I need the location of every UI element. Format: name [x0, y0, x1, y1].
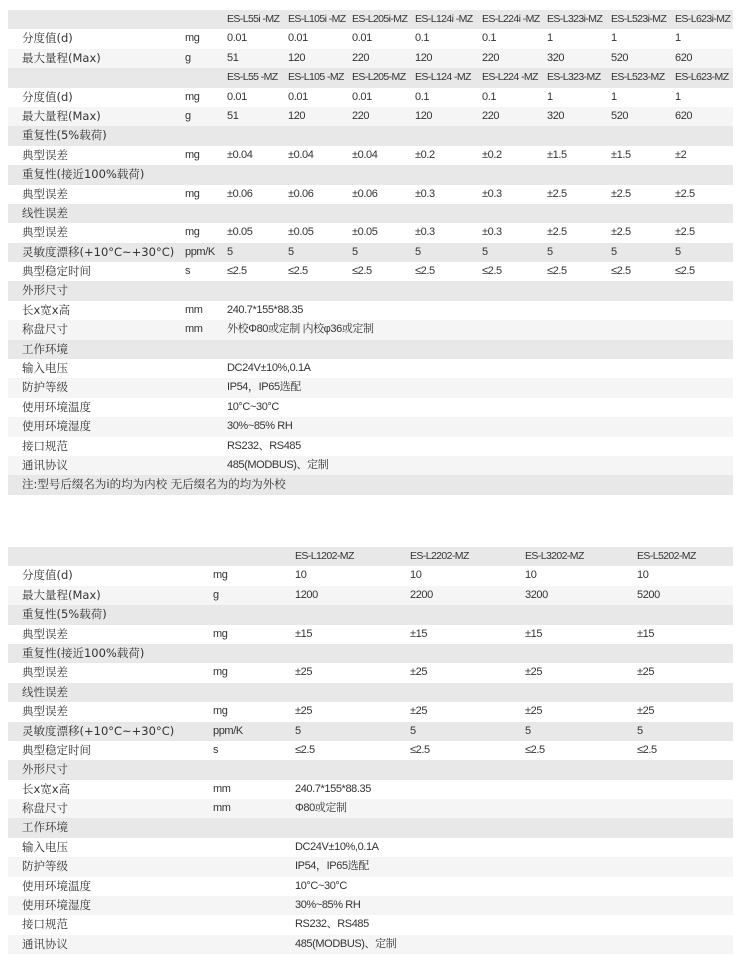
- model-name: ES-L205i-MZ: [352, 13, 408, 25]
- footnote: 注:型号后缀名为i的均为内校 无后缀名为的均为外校: [22, 477, 286, 492]
- row-unit: mg: [213, 569, 228, 582]
- spec-value: 0.1: [415, 90, 430, 103]
- spec-value: ±2.5: [547, 187, 567, 200]
- row-label: 典型误差: [22, 626, 68, 641]
- table-row: [8, 185, 733, 204]
- model-name: ES-L55 -MZ: [227, 71, 278, 84]
- table-row: [8, 107, 733, 126]
- spec-value: 0.01: [227, 32, 247, 45]
- row-label: 称盘尺寸: [22, 322, 68, 337]
- table-row: [8, 359, 733, 378]
- spec-value: 120: [415, 109, 433, 122]
- row-label: 灵敏度漂移(+10°C~+30°C): [22, 244, 175, 259]
- spec-value: 485(MODBUS)、定制: [295, 937, 397, 950]
- spec-value: 0.01: [227, 90, 247, 103]
- row-unit: mm: [213, 782, 231, 795]
- spec-value: 620: [675, 51, 693, 64]
- section-row: [8, 644, 733, 663]
- table-row: [8, 896, 733, 915]
- spec-value: 1200: [295, 588, 318, 601]
- table-row: [8, 398, 733, 417]
- spec-value: 5: [675, 245, 681, 258]
- row-unit: g: [213, 588, 219, 601]
- spec-value: ±0.2: [482, 148, 502, 161]
- table-row: [8, 586, 733, 605]
- model-name: ES-L5202-MZ: [637, 550, 696, 562]
- row-label: 外形尺寸: [22, 283, 68, 298]
- spec-value: 10: [410, 569, 422, 582]
- spec-value: ±0.05: [288, 226, 314, 239]
- spec-value: 1: [611, 90, 617, 103]
- spec-value: ≤2.5: [675, 265, 695, 278]
- spec-value: ±0.3: [482, 226, 502, 239]
- spec-value: ±2.5: [675, 226, 695, 239]
- spec-value: 485(MODBUS)、定制: [227, 458, 329, 471]
- spec-value: ≤2.5: [482, 265, 502, 278]
- row-label: 重复性(5%载荷): [22, 128, 107, 143]
- table-row: [8, 437, 733, 456]
- spec-value: 5: [611, 245, 617, 258]
- row-unit: mg: [185, 148, 200, 161]
- model-name: ES-L55i -MZ: [227, 13, 280, 25]
- row-label: 通讯协议: [22, 457, 68, 472]
- spec-value: ±2.5: [547, 226, 567, 239]
- row-unit: mm: [185, 323, 203, 336]
- spec-value: 120: [288, 51, 306, 64]
- model-name: ES-L323i-MZ: [547, 13, 603, 25]
- row-label: 输入电压: [22, 839, 68, 854]
- model-name: ES-L623-MZ: [675, 71, 729, 84]
- spec-value: 10°C~30°C: [295, 879, 347, 892]
- row-label: 使用环境温度: [22, 399, 91, 414]
- row-label: 最大量程(Max): [22, 108, 101, 123]
- spec-value: ±0.05: [352, 226, 378, 239]
- spec-value: ±25: [410, 666, 428, 679]
- row-label: 防护等级: [22, 859, 68, 874]
- table-row: [8, 49, 733, 68]
- spec-value: IP54，IP65选配: [295, 860, 369, 873]
- model-name: ES-L224i -MZ: [482, 13, 540, 25]
- spec-value: 220: [352, 51, 370, 64]
- table-row: [8, 417, 733, 436]
- spec-value: ±0.3: [415, 226, 435, 239]
- spec-value: 10°C~30°C: [227, 400, 279, 413]
- spec-value: ±2.5: [611, 187, 631, 200]
- spec-value: 1: [675, 32, 681, 45]
- spec-value: ±0.3: [415, 187, 435, 200]
- row-label: 典型稳定时间: [22, 742, 91, 757]
- row-label: 工作环境: [22, 820, 68, 835]
- spec-value: 240.7*155*88.35: [295, 782, 371, 795]
- row-label: 线性误差: [22, 205, 68, 220]
- spec-value: 0.1: [415, 32, 430, 45]
- spec-value: ±25: [637, 705, 655, 718]
- spec-value: ±0.06: [352, 187, 378, 200]
- spec-value: 30%~85% RH: [295, 899, 361, 912]
- table-row: [8, 29, 733, 48]
- section-row: [8, 683, 733, 702]
- spec-value: ±15: [637, 627, 655, 640]
- section-row: [8, 243, 733, 262]
- section-row: [8, 605, 733, 624]
- spec-value: ±25: [525, 705, 543, 718]
- row-unit: mg: [185, 226, 200, 239]
- spec-value: 1: [547, 32, 553, 45]
- table-row: [8, 702, 733, 721]
- model-name: ES-L205-MZ: [352, 71, 406, 84]
- spec-value: ±0.05: [227, 226, 253, 239]
- model-name: ES-L3202-MZ: [525, 550, 584, 562]
- row-label: 重复性(接近100%载荷): [22, 167, 145, 182]
- spec-value: ±1.5: [547, 148, 567, 161]
- row-unit: s: [213, 743, 219, 756]
- spec-value: ±2.5: [611, 226, 631, 239]
- spec-table-2: [8, 547, 733, 954]
- spec-value: ±2: [675, 148, 687, 161]
- spec-value: 220: [352, 109, 370, 122]
- spec-value: ≤2.5: [611, 265, 631, 278]
- model-name: ES-L105i -MZ: [288, 13, 346, 25]
- spec-value: Φ80或定制: [295, 802, 347, 815]
- row-unit: g: [185, 109, 191, 122]
- row-unit: mg: [185, 187, 200, 200]
- spec-value: ±15: [410, 627, 428, 640]
- spec-value: ±25: [637, 666, 655, 679]
- model-name: ES-L623i-MZ: [675, 13, 731, 25]
- spec-value: DC24V±10%,0.1A: [295, 840, 379, 853]
- spec-value: 240.7*155*88.35: [227, 303, 303, 316]
- model-name: ES-L523-MZ: [611, 71, 665, 84]
- spec-value: 10: [525, 569, 537, 582]
- spec-value: ≤2.5: [637, 743, 657, 756]
- row-unit: mg: [213, 705, 228, 718]
- spec-value: ±0.04: [288, 148, 314, 161]
- model-name: ES-L2202-MZ: [410, 550, 469, 562]
- spec-value: 5: [288, 245, 294, 258]
- row-label: 接口规范: [22, 438, 68, 453]
- row-unit: mg: [213, 627, 228, 640]
- section-row: [8, 340, 733, 359]
- spec-value: 30%~85% RH: [227, 420, 293, 433]
- model-name: ES-L323-MZ: [547, 71, 601, 84]
- spec-value: ±1.5: [611, 148, 631, 161]
- row-label: 典型误差: [22, 147, 68, 162]
- spec-value: 51: [227, 51, 239, 64]
- section-row: [8, 126, 733, 145]
- table-row: [8, 456, 733, 475]
- row-label: 典型稳定时间: [22, 264, 91, 279]
- row-unit: mm: [213, 802, 231, 815]
- spec-value: 5: [415, 245, 421, 258]
- spec-value: 5: [525, 724, 531, 737]
- table-row: [8, 915, 733, 934]
- table-row: [8, 838, 733, 857]
- section-row: [8, 760, 733, 779]
- section-row: [8, 818, 733, 837]
- model-header-row: [8, 10, 733, 29]
- table-row: [8, 741, 733, 760]
- table-row: [8, 780, 733, 799]
- spec-value: ≤2.5: [288, 265, 308, 278]
- spec-value: 5: [295, 724, 301, 737]
- row-label: 使用环境温度: [22, 878, 91, 893]
- spec-value: DC24V±10%,0.1A: [227, 362, 311, 375]
- table-row: [8, 146, 733, 165]
- table-row: [8, 799, 733, 818]
- section-row: [8, 281, 733, 300]
- row-label: 使用环境湿度: [22, 419, 91, 434]
- spec-value: 120: [288, 109, 306, 122]
- spec-value: ≤2.5: [295, 743, 315, 756]
- row-label: 最大量程(Max): [22, 50, 101, 65]
- table-row: [8, 935, 733, 954]
- spec-value: 0.1: [482, 90, 497, 103]
- table-row: [8, 625, 733, 644]
- spec-value: ±15: [295, 627, 313, 640]
- table-row: [8, 88, 733, 107]
- model-name: ES-L224 -MZ: [482, 71, 538, 84]
- row-unit: g: [185, 51, 191, 64]
- spec-value: ≤2.5: [547, 265, 567, 278]
- model-header-row: [8, 68, 733, 87]
- spec-value: 520: [611, 51, 629, 64]
- section-row: [8, 165, 733, 184]
- row-label: 灵敏度漂移(+10°C~+30°C): [22, 723, 175, 738]
- row-label: 输入电压: [22, 361, 68, 376]
- table-row: [8, 877, 733, 896]
- table-row: [8, 223, 733, 242]
- row-label: 重复性(接近100%载荷): [22, 645, 145, 660]
- row-label: 长x宽x高: [22, 302, 71, 317]
- row-label: 长x宽x高: [22, 781, 71, 796]
- spec-value: 5: [352, 245, 358, 258]
- spec-value: ±0.06: [227, 187, 253, 200]
- spec-value: ±25: [295, 705, 313, 718]
- row-label: 称盘尺寸: [22, 801, 68, 816]
- spec-value: ±0.06: [288, 187, 314, 200]
- spec-value: ≤2.5: [227, 265, 247, 278]
- row-unit: ppm/K: [185, 245, 215, 258]
- spec-value: ±25: [525, 666, 543, 679]
- row-label: 防护等级: [22, 380, 68, 395]
- spec-value: 0.01: [352, 90, 372, 103]
- row-label: 使用环境湿度: [22, 898, 91, 913]
- spec-value: RS232、RS485: [295, 918, 369, 931]
- spec-value: ±0.04: [352, 148, 378, 161]
- spec-value: 1: [611, 32, 617, 45]
- spec-value: 0.01: [288, 32, 308, 45]
- spec-value: 1: [547, 90, 553, 103]
- spec-value: ±25: [410, 705, 428, 718]
- spec-value: 5: [482, 245, 488, 258]
- row-label: 外形尺寸: [22, 762, 68, 777]
- spec-value: ±2.5: [675, 187, 695, 200]
- model-name: ES-L105 -MZ: [288, 71, 344, 84]
- spec-value: 51: [227, 109, 239, 122]
- spec-value: ±0.2: [415, 148, 435, 161]
- row-label: 通讯协议: [22, 936, 68, 951]
- spec-value: 620: [675, 109, 693, 122]
- spec-value: 5: [637, 724, 643, 737]
- row-label: 分度值(d): [22, 568, 73, 583]
- spec-value: ±0.04: [227, 148, 253, 161]
- row-label: 典型误差: [22, 225, 68, 240]
- table-row: [8, 566, 733, 585]
- model-name: ES-L124i -MZ: [415, 13, 473, 25]
- model-name: ES-L1202-MZ: [295, 550, 354, 562]
- row-label: 工作环境: [22, 341, 68, 356]
- table-row: [8, 301, 733, 320]
- row-label: 最大量程(Max): [22, 587, 101, 602]
- table-row: [8, 262, 733, 281]
- model-name: ES-L523i-MZ: [611, 13, 667, 25]
- spec-value: 10: [637, 569, 649, 582]
- spec-value: 5200: [637, 588, 660, 601]
- table-row: [8, 857, 733, 876]
- section-row: [8, 204, 733, 223]
- spec-value: 320: [547, 51, 565, 64]
- row-label: 典型误差: [22, 665, 68, 680]
- spec-value: 2200: [410, 588, 433, 601]
- table-row: [8, 663, 733, 682]
- spec-value: 220: [482, 109, 500, 122]
- row-label: 分度值(d): [22, 89, 73, 104]
- row-unit: mg: [185, 32, 200, 45]
- spec-value: RS232、RS485: [227, 439, 301, 452]
- spec-value: ±25: [295, 666, 313, 679]
- spec-table-1: [8, 10, 733, 495]
- spec-value: ≤2.5: [415, 265, 435, 278]
- row-unit: s: [185, 265, 191, 278]
- table-row: [8, 320, 733, 339]
- table-row: [8, 378, 733, 397]
- spec-value: 3200: [525, 588, 548, 601]
- spec-value: 外校Φ80或定制 内校φ36或定制: [227, 323, 374, 336]
- spec-value: 10: [295, 569, 307, 582]
- row-unit: mg: [213, 666, 228, 679]
- model-name: ES-L124 -MZ: [415, 71, 471, 84]
- spec-value: ≤2.5: [352, 265, 372, 278]
- row-unit: ppm/K: [213, 724, 243, 737]
- row-label: 分度值(d): [22, 31, 73, 46]
- spec-value: 220: [482, 51, 500, 64]
- row-label: 接口规范: [22, 917, 68, 932]
- spec-value: 5: [227, 245, 233, 258]
- spec-value: ±0.3: [482, 187, 502, 200]
- row-label: 典型误差: [22, 704, 68, 719]
- spec-value: ≤2.5: [525, 743, 545, 756]
- spec-value: ±15: [525, 627, 543, 640]
- spec-value: IP54，IP65选配: [227, 381, 301, 394]
- spec-value: ≤2.5: [410, 743, 430, 756]
- spec-value: 5: [547, 245, 553, 258]
- spec-value: 520: [611, 109, 629, 122]
- row-unit: mg: [185, 90, 200, 103]
- spec-value: 120: [415, 51, 433, 64]
- spec-value: 5: [410, 724, 416, 737]
- section-row: [8, 722, 733, 741]
- spec-value: 1: [675, 90, 681, 103]
- spec-value: 0.01: [288, 90, 308, 103]
- spec-value: 0.1: [482, 32, 497, 45]
- row-label: 重复性(5%载荷): [22, 607, 107, 622]
- row-label: 线性误差: [22, 684, 68, 699]
- spec-value: 0.01: [352, 32, 372, 45]
- model-header-row: [8, 547, 733, 566]
- section-row: [8, 475, 733, 494]
- row-unit: mm: [185, 303, 203, 316]
- spec-value: 320: [547, 109, 565, 122]
- row-label: 典型误差: [22, 186, 68, 201]
